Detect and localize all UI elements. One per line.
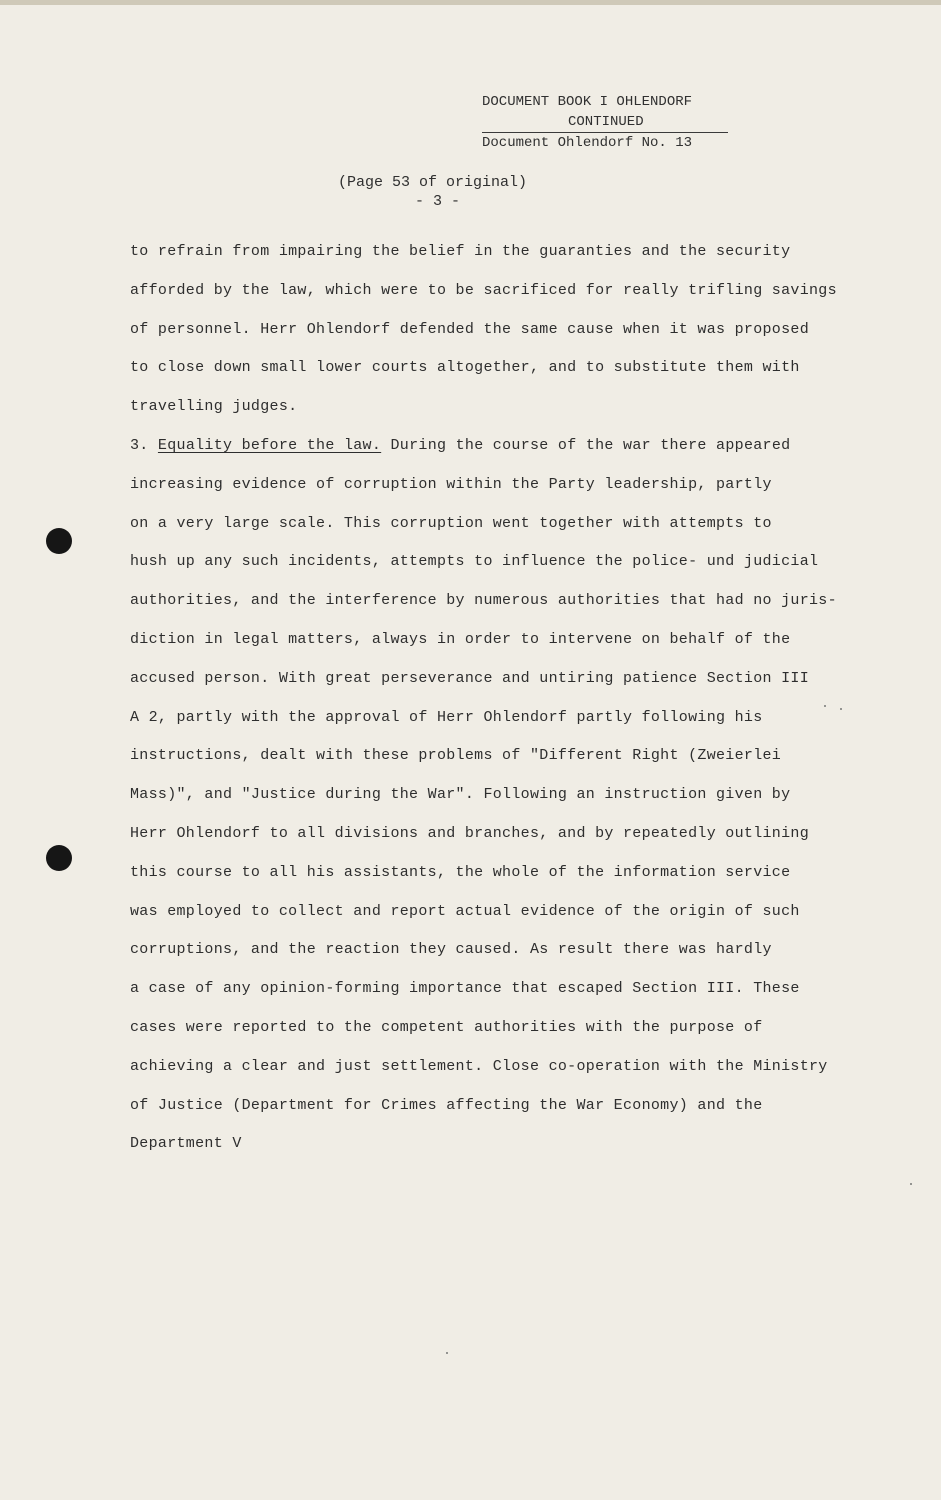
paper-speck <box>446 1352 448 1354</box>
body-line: of Justice (Department for Crimes affecting the War Economy) and the <box>130 1096 763 1114</box>
document-header <box>482 92 732 153</box>
body-line: Herr Ohlendorf to all divisions and branches, and by repeatedly outlining <box>130 824 810 842</box>
body-line: authorities, and the interference by numerous authorities that had no juris- <box>130 592 837 610</box>
body-line: corruptions, and the reaction they caused. As result there was hardly <box>130 941 772 959</box>
body-line: A 2, partly with the approval of Herr Ohlendorf partly following his <box>130 708 763 726</box>
body-line: of personnel. Herr Ohlendorf defended the same cause when it was proposed <box>130 320 810 338</box>
original-page-reference: (Page 53 of original) <box>338 174 528 191</box>
body-line: cases were reported to the competent authorities with the purpose of <box>130 1018 763 1036</box>
body-line: increasing evidence of corruption within the Party leadership, partly <box>130 475 772 493</box>
body-line: diction in legal matters, always in order to intervene on behalf of the <box>130 630 791 648</box>
header-continued: CONTINUED <box>482 112 728 133</box>
section-number: 3. <box>130 436 149 454</box>
section-heading-line <box>130 427 890 466</box>
body-line: achieving a clear and just settlement. Close co-operation with the Ministry <box>130 1057 828 1075</box>
body-line: a case of any opinion-forming importance that escaped Section III. These <box>130 980 800 998</box>
page-top-edge <box>0 0 941 5</box>
body-line: travelling judges. <box>130 398 298 416</box>
header-document-book: DOCUMENT BOOK I OHLENDORF <box>482 94 693 110</box>
section-first-line-text: During the course of the war there appeared <box>390 436 791 454</box>
body-line: hush up any such incidents, attempts to influence the police- und judicial <box>130 553 819 571</box>
body-line: to close down small lower courts altogether, and to substitute them with <box>130 359 800 377</box>
page-number: - 3 - <box>415 193 461 210</box>
paper-speck <box>910 1183 912 1185</box>
body-line: was employed to collect and report actual evidence of the origin of such <box>130 902 800 920</box>
body-line: Department V <box>130 1135 242 1153</box>
header-document-number: Document Ohlendorf No. 13 <box>482 135 693 151</box>
document-body <box>130 233 890 1164</box>
body-line: on a very large scale. This corruption went together with attempts to <box>130 514 772 532</box>
body-line: to refrain from impairing the belief in the guaranties and the security <box>130 243 791 260</box>
body-line: afforded by the law, which were to be sacrificed for really trifling savings <box>130 281 837 299</box>
punch-hole-bottom <box>46 845 72 871</box>
body-line: this course to all his assistants, the whole of the information service <box>130 863 791 881</box>
body-line: accused person. With great perseverance and untiring patience Section III <box>130 669 810 687</box>
section-heading: Equality before the law. <box>157 436 382 454</box>
punch-hole-top <box>46 528 72 554</box>
body-line: Mass)", and "Justice during the War". Following an instruction given by <box>130 786 791 804</box>
body-line: instructions, dealt with these problems of "Different Right (Zweierlei <box>130 747 782 765</box>
